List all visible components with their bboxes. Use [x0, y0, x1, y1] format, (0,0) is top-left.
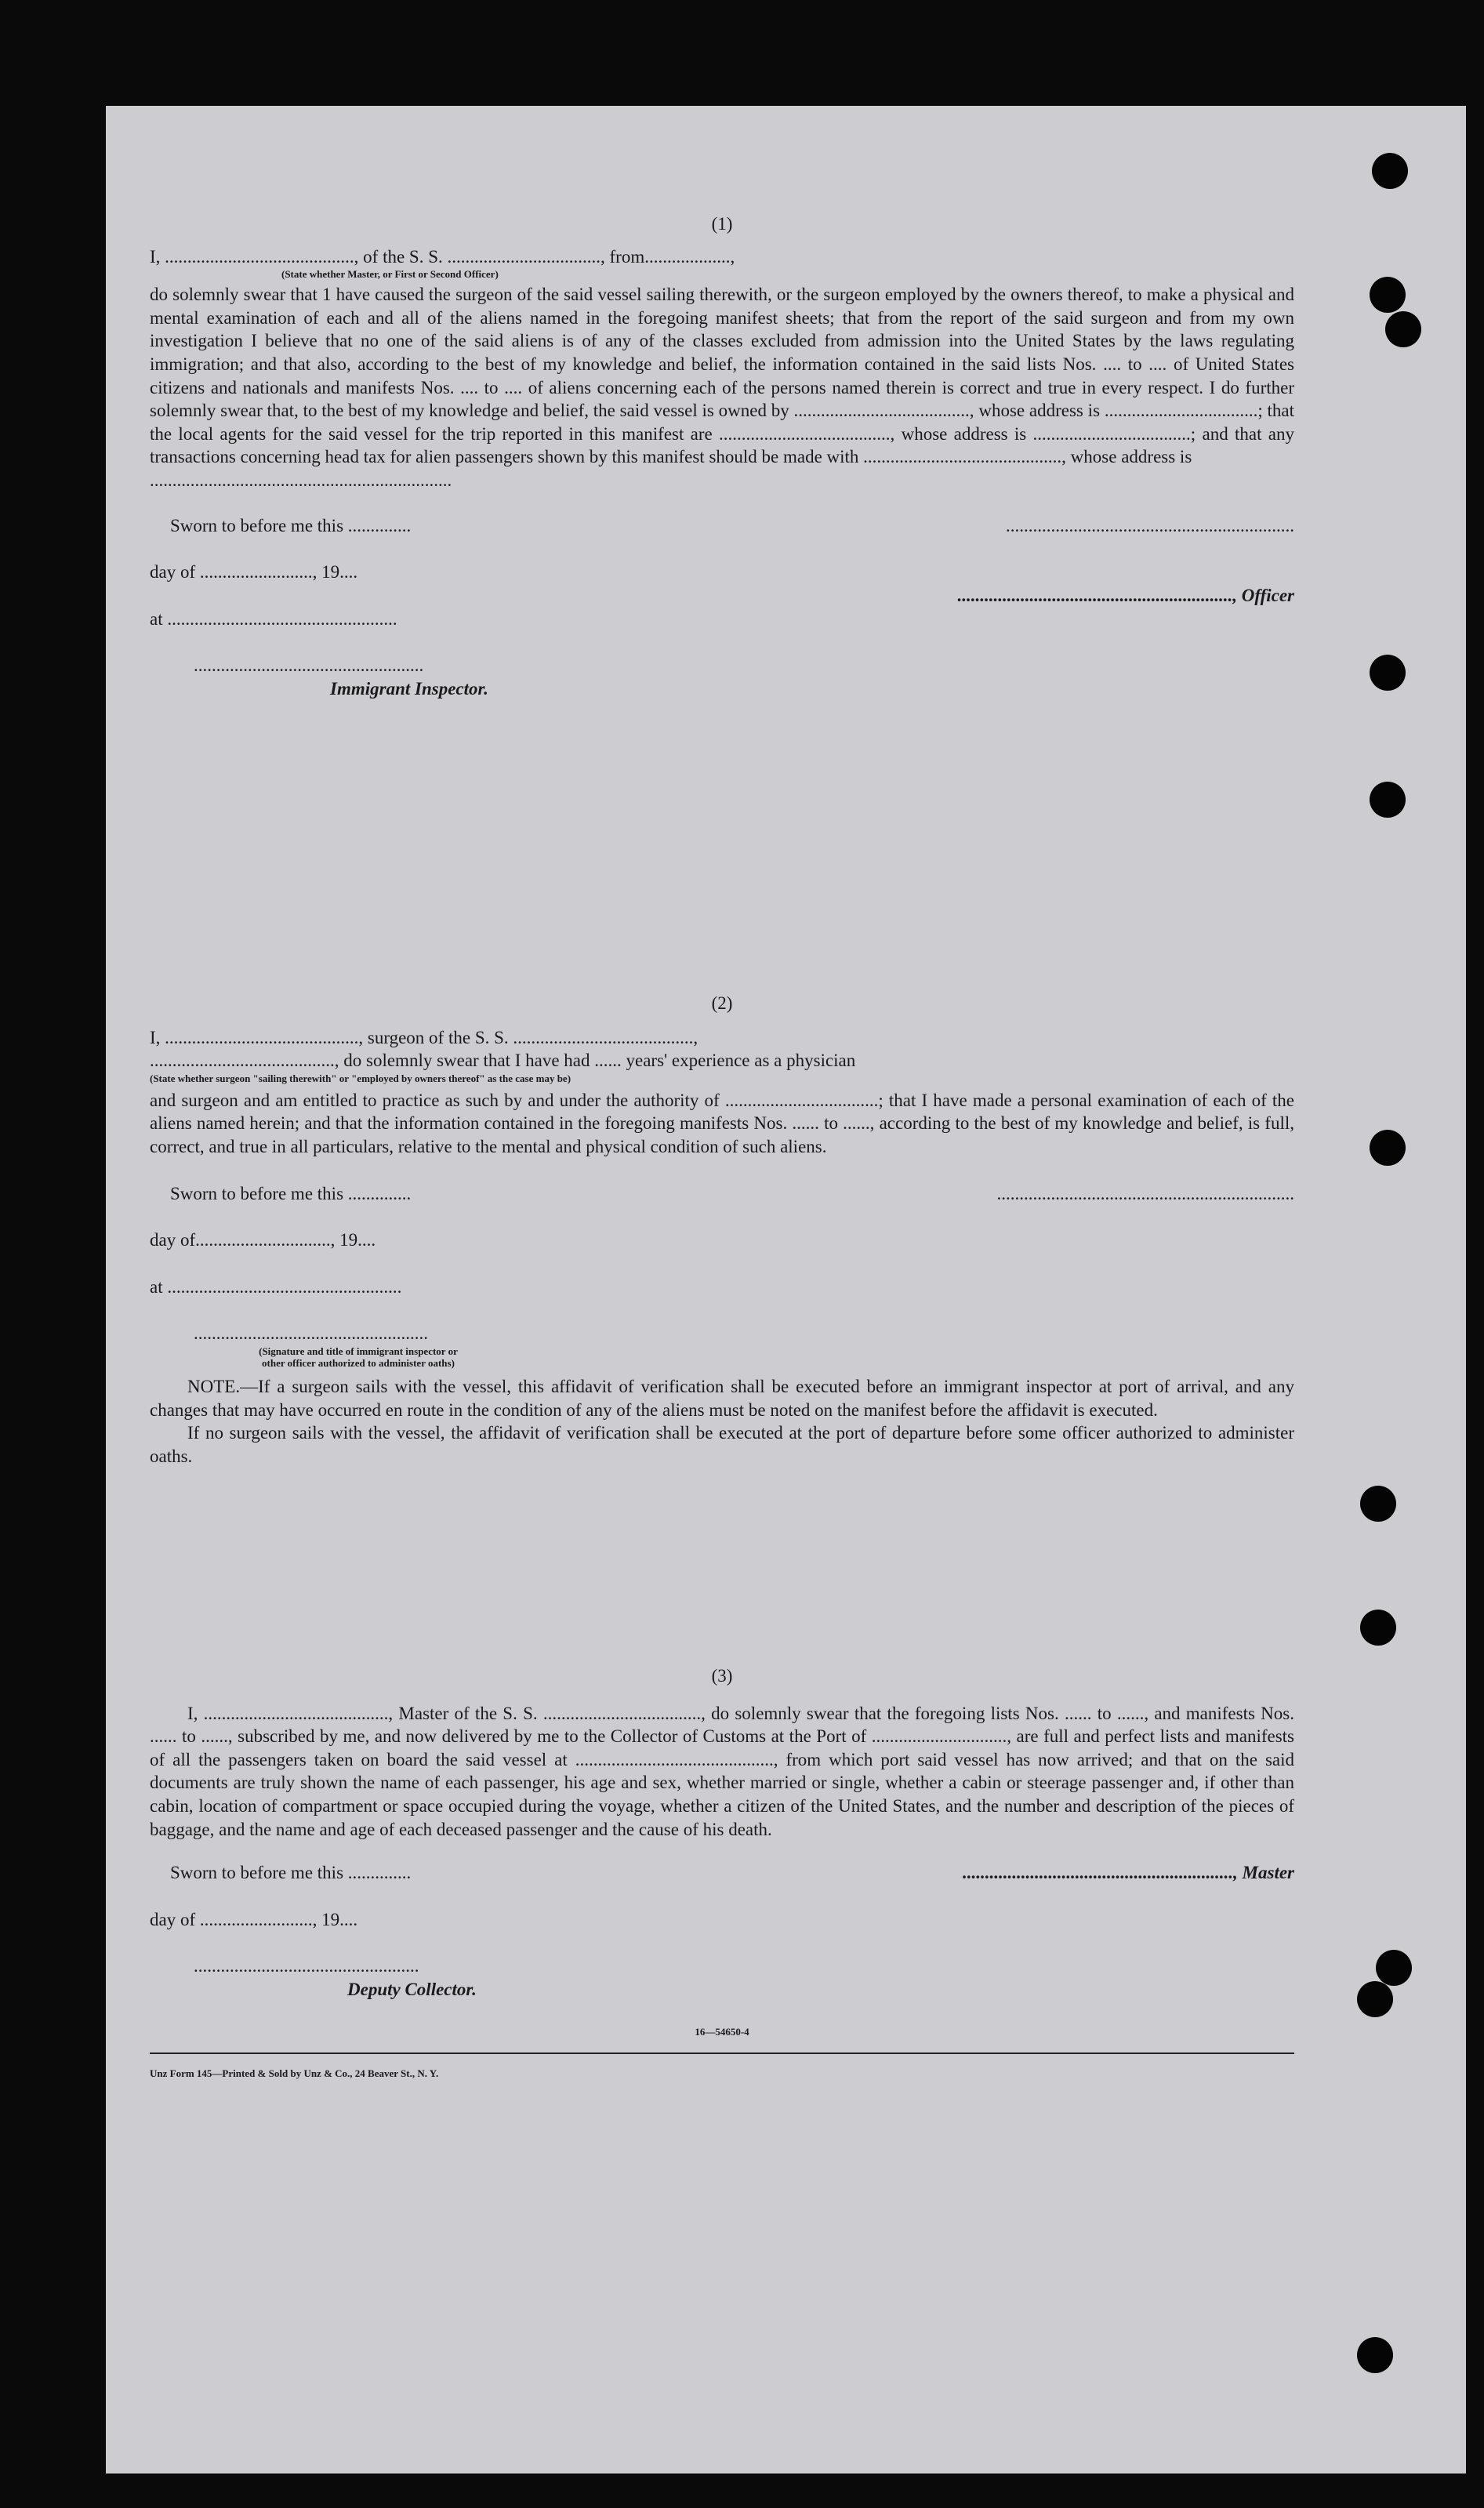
- note-paragraph: NOTE.—If a surgeon sails with the vessel, this affidavit of verification shall be executed before an immigrant inspector at port of arrival, and any changes that may have occurred en route in the condition of any of the aliens must be noted on the manifest before the affidavit is executed.: [150, 1376, 1294, 1420]
- day-line: day of.............................., 19....: [150, 1230, 376, 1250]
- punch-hole: [1360, 1610, 1396, 1646]
- section-number: (2): [711, 993, 733, 1013]
- section-number: (3): [711, 1666, 733, 1686]
- day-line: day of ........................., 19....: [150, 562, 358, 583]
- deputy-title: Deputy Collector.: [347, 1979, 477, 1999]
- surgeon-oath-line-2: ........................................., do solemnly swear that I have had ...... years' experience as a physician: [150, 1051, 856, 1071]
- punch-hole: [1357, 1981, 1393, 2017]
- master-oath-note: (State whether Master, or First or Second Officer): [281, 268, 499, 281]
- punch-hole: [1357, 2337, 1393, 2373]
- officer-line: ............................................................., Officer: [957, 586, 1294, 606]
- signature-line: ................................................................: [1006, 515, 1294, 535]
- punch-hole: [1360, 1486, 1396, 1522]
- form-number: 16—54650-4: [695, 2025, 749, 2038]
- inspector-title: Immigrant Inspector.: [330, 678, 488, 699]
- signature-line: ...................................................: [194, 655, 424, 676]
- note-paragraph: If no surgeon sails with the vessel, the affidavit of verification shall be executed at the port of departure before some officer authorized to administer oaths.: [150, 1423, 1294, 1466]
- at-line: at ...................................................: [150, 608, 397, 629]
- signature-line: ..................................................: [194, 1956, 419, 1976]
- punch-hole: [1372, 153, 1408, 189]
- signature-line: ....................................................: [194, 1323, 428, 1344]
- form-page: [106, 106, 1466, 2474]
- section-3: [150, 1664, 1294, 2085]
- punch-hole: [1385, 311, 1421, 347]
- signature-line: ..................................................................: [996, 1183, 1294, 1203]
- punch-hole: [1370, 655, 1406, 691]
- master-oath-body: I, ........................................., Master of the S. S. ..................................., do solemnly swear that the foregoing lists Nos. ...... to ......, and manifests Nos. ...... to ......, subscribed by me, and now delivered by me to the Collector of Customs at the Port of .............................., are full and perfect lists and manifests of all the passengers taken on board the said vessel at ............................................, from which port said vessel has now arrived; and that on the said documents are truly shown the name of each passenger, his age and sex, whether married or single, whether a cabin or steerage passenger and, if other than cabin, location of compartment or space occupied during the voyage, whether a citizen of the United States, and the number and description of the pieces of baggage, and the name and age of each deceased passenger and the cause of his death.: [150, 1703, 1294, 1839]
- surgeon-oath-body: and surgeon and am entitled to practice as such by and under the authority of ..................................; that I have made a personal examination of each of the aliens named herein; and that the information contained in the foregoing manifests Nos. ...... to ......, according to the best of my knowledge and belief, is full, correct, and true in all particulars, relative to the mental and physical condition of such aliens.: [150, 1090, 1294, 1156]
- master-line: ............................................................, Master: [963, 1863, 1294, 1883]
- sworn-line: Sworn to before me this ..............: [170, 1183, 412, 1203]
- printer-footer: Unz Form 145—Printed & Sold by Unz & Co., 24 Beaver St., N. Y.: [150, 2067, 439, 2080]
- surgeon-oath-line-1: I, ..........................................., surgeon of the S. S. ........................................,: [150, 1027, 698, 1047]
- section-1: [150, 212, 1294, 701]
- sworn-line: Sworn to before me this ..............: [170, 515, 412, 535]
- master-oath-line: I, .........................................., of the S. S. .................................., from...................,: [150, 246, 735, 267]
- day-line: day of ........................., 19....: [150, 1909, 358, 1929]
- punch-hole: [1370, 1130, 1406, 1166]
- sworn-line: Sworn to before me this ..............: [170, 1863, 412, 1883]
- section-number: (1): [711, 214, 733, 234]
- section-2: [150, 992, 1294, 1468]
- punch-hole: [1370, 782, 1406, 818]
- signature-note: (Signature and title of immigrant inspector or other officer authorized to administer oaths): [259, 1345, 458, 1369]
- master-oath-tail: ...................................................................: [150, 470, 452, 490]
- punch-hole: [1370, 277, 1406, 313]
- footer-rule: [150, 2052, 1294, 2054]
- punch-hole: [1376, 1950, 1412, 1986]
- master-oath-body: do solemnly swear that 1 have caused the surgeon of the said vessel sailing therewith, or the surgeon employed by the owners thereof, to make a physical and mental examination of each and all of the aliens named in the foregoing manifest sheets; that from the report of the said surgeon and from my own investigation I believe that no one of the said aliens is of any of the classes excluded from admission into the United States by the laws regulating immigration; and that also, according to the best of my knowledge and belief, the information contained in the said lists Nos. .... to .... of United States citizens and nationals and manifests Nos. .... to .... of aliens concerning each of the persons named therein is correct and true in every respect. I do further solemnly swear that, to the best of my knowledge and belief, the said vessel is owned by ......................................., whose address is ..................................; that the local agents for the said vessel for the trip reported in this manifest are ......................................, whose address is ...................................; and that any transactions concerning head tax for alien passengers shown by this manifest should be made with ............................................, whose address is: [150, 285, 1294, 467]
- at-line: at ....................................................: [150, 1276, 402, 1297]
- surgeon-oath-note: (State whether surgeon "sailing therewith" or "employed by owners thereof" as the case may be): [150, 1072, 571, 1084]
